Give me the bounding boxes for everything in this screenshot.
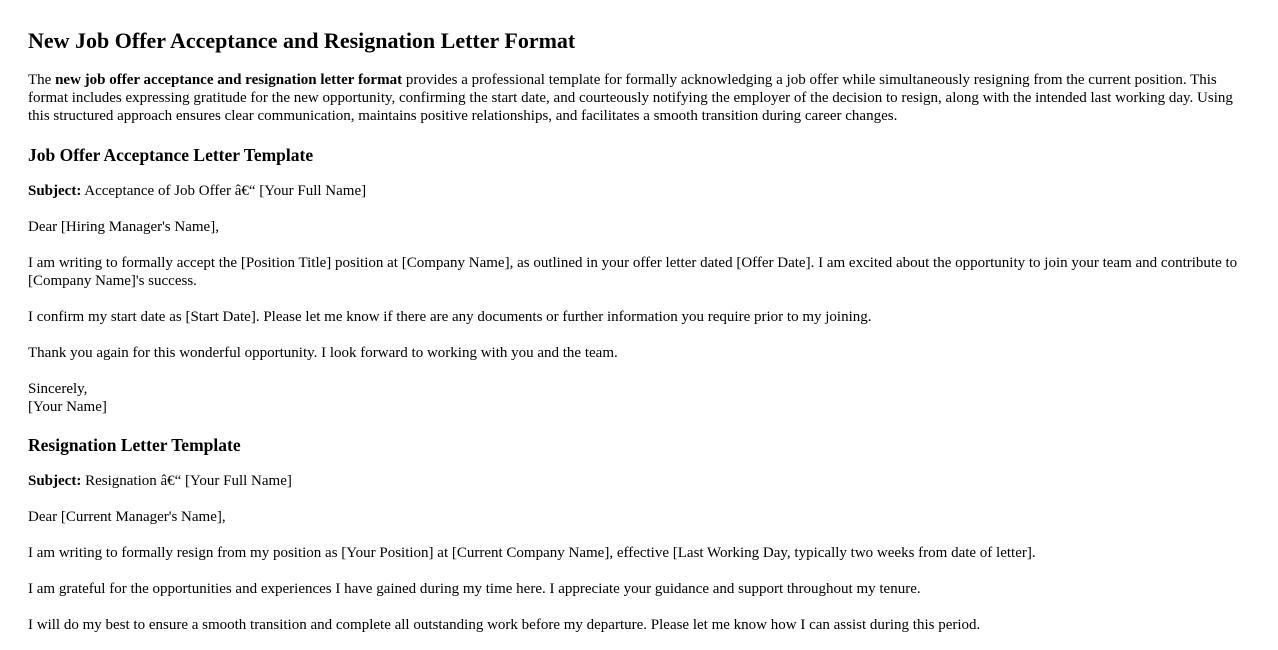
resignation-paragraph-3: I will do my best to ensure a smooth transition and complete all outstanding work before my departure. Please let me know how I can assist during this period.: [28, 617, 981, 633]
resignation-subject-label: Subject:: [28, 473, 82, 489]
resignation-subject-text: Resignation â€“ [Your Full Name]: [81, 473, 292, 489]
acceptance-paragraph-2: I confirm my start date as [Start Date]. Please let me know if there are any documents or further information you require prior to my joining.: [28, 309, 872, 325]
acceptance-subject-label: Subject:: [28, 183, 82, 199]
acceptance-section: [28, 144, 1250, 416]
intro-suffix: provides a professional template for formally acknowledging a job offer while simultaneously resigning from the current position. This format includes expressing gratitude for the new opportunity, confirming the start date, and courteously notifying the employer of the decision to resign, along with the intended last working day. Using this structured approach ensures clear communication, maintains positive relationships, and facilitates a smooth transition during career changes.: [28, 72, 1233, 124]
resignation-paragraph-1: I am writing to formally resign from my position as [Your Position] at [Current Company Name], effective [Last Working Day, typically two weeks from date of letter].: [28, 545, 1036, 561]
page-title: New Job Offer Acceptance and Resignation Letter Format: [28, 28, 576, 53]
resignation-greeting: Dear [Current Manager's Name],: [28, 509, 226, 525]
intro-paragraph: [28, 71, 1250, 125]
acceptance-subject: [28, 182, 1250, 200]
resignation-subject: [28, 472, 1250, 490]
intro-prefix: The: [28, 72, 56, 88]
acceptance-greeting: Dear [Hiring Manager's Name],: [28, 219, 219, 235]
acceptance-subject-text: Acceptance of Job Offer â€“ [Your Full Name]: [81, 183, 367, 199]
acceptance-signoff: [28, 380, 1250, 416]
acceptance-closing: Sincerely,: [28, 381, 88, 397]
resignation-heading: Resignation Letter Template: [28, 435, 241, 455]
acceptance-paragraph-1: I am writing to formally accept the [Position Title] position at [Company Name], as outlined in your offer letter dated [Offer Date]. I am excited about the opportunity to join your team and contribute to [Company Name]'s success.: [28, 255, 1238, 289]
acceptance-paragraph-3: Thank you again for this wonderful opportunity. I look forward to working with you and the team.: [28, 345, 618, 361]
resignation-section: [28, 434, 1250, 634]
intro-bold-term: new job offer acceptance and resignation letter format: [55, 72, 403, 88]
resignation-paragraph-2: I am grateful for the opportunities and experiences I have gained during my time here. I appreciate your guidance and support throughout my tenure.: [28, 581, 921, 597]
acceptance-heading: Job Offer Acceptance Letter Template: [28, 145, 314, 165]
acceptance-signature: [Your Name]: [28, 399, 107, 415]
